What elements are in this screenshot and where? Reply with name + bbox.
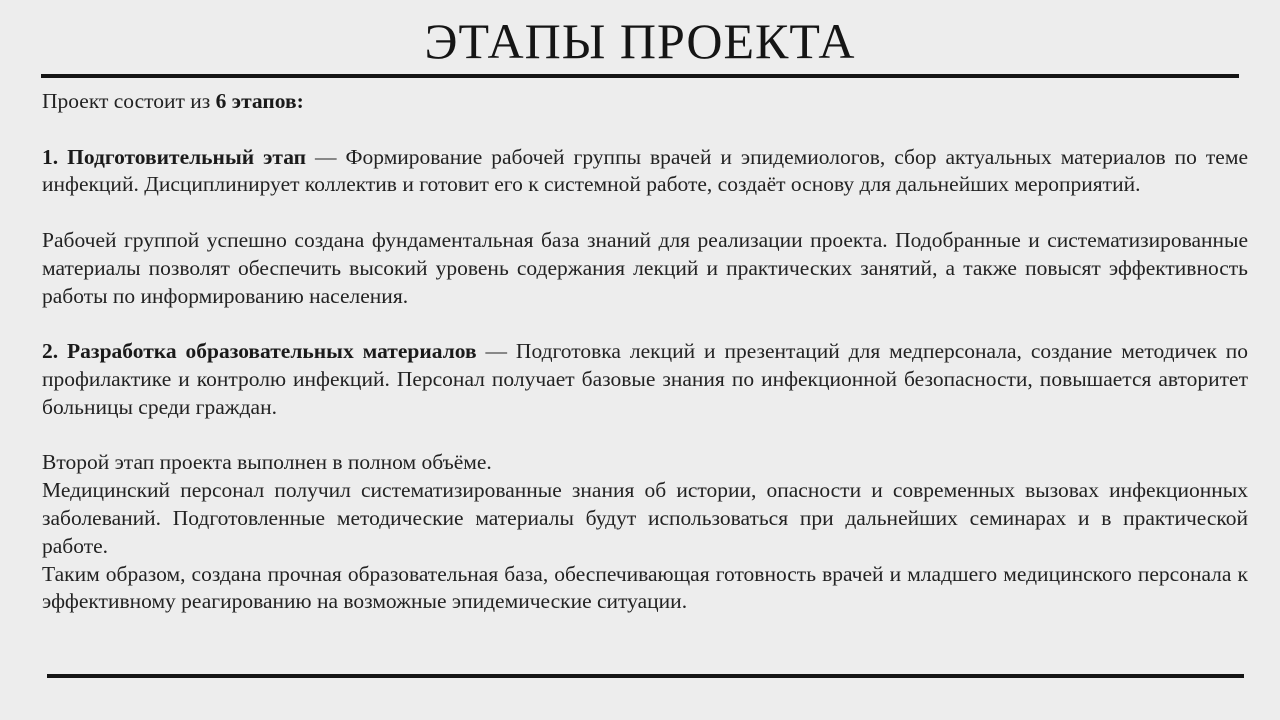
intro-stage-count: 6 этапов: [215, 89, 304, 113]
intro-text: Проект состоит из [42, 89, 216, 113]
stage2-result-conclusion: Таким образом, создана прочная образовательная база, обеспечивающая готовность врачей и младшего медицинского персонала к эффективному реагированию на возможные эпидемические ситуации. [42, 561, 1248, 614]
spacer [42, 199, 1248, 227]
page-title: ЭТАПЫ ПРОЕКТА [424, 13, 856, 69]
content-body [42, 88, 1248, 616]
stage1-description: — Формирование рабочей группы врачей и эпидемиологов, сбор актуальных материалов по теме инфекций. Дисциплинирует коллектив и готовит его к системной работе, создаёт основу для дальнейших мероприятий. [42, 144, 1248, 197]
spacer [42, 422, 1248, 450]
stage1-result: Рабочей группой успешно создана фундаментальная база знаний для реализации проекта. Подобранные и систематизированные материалы позволят обеспечить высокий уровень содержания лекций и практических занятий, а также повысят эффективность работы по информированию населения. [42, 227, 1248, 308]
spacer [42, 116, 1248, 144]
stage2-result-details: Медицинский персонал получил систематизированные знания об истории, опасности и современных вызовах инфекционных заболеваний. Подготовленные методические материалы будут использоваться при дальнейших семинарах и в практической работе. [42, 478, 1248, 558]
stage2-heading: 2. Разработка образовательных материалов [42, 339, 477, 364]
top-divider [41, 74, 1239, 78]
stage1-heading: 1. Подготовительный этап [42, 144, 307, 169]
stage2-description: — Подготовка лекций и презентаций для медперсонала, создание методичек по профилактике и контролю инфекций. Персонал получает базовые знания по инфекционной безопасности, повышается авторитет больницы среди граждан. [42, 339, 1249, 419]
stage1-paragraph [42, 144, 1248, 200]
intro-paragraph [42, 88, 1248, 116]
stage2-paragraph [42, 338, 1248, 421]
spacer [42, 310, 1248, 338]
stage2-result-summary: Второй этап проекта выполнен в полном объёме. [42, 450, 492, 475]
bottom-divider [47, 674, 1244, 678]
